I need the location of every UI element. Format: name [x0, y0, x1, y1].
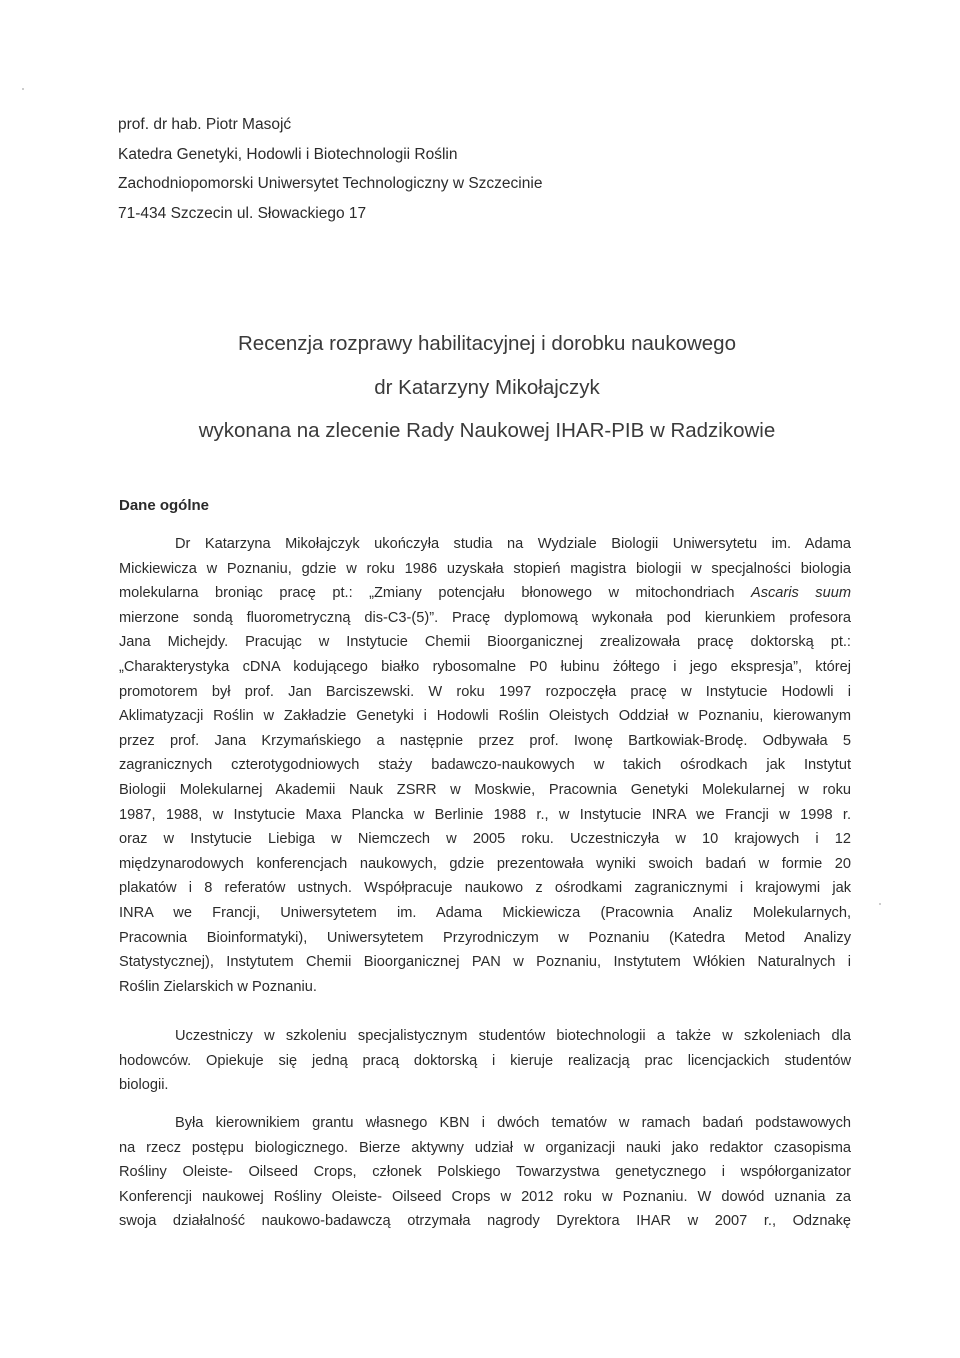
text-line: swoja działalność naukowo-badawczą otrzymała nagrody Dyrektora IHAR w 2007 r., Odznakę [119, 1213, 851, 1230]
university-name: Zachodniopomorski Uniwersytet Technologiczny w Szczecinie [118, 175, 543, 192]
text-line: Jana Michejdy. Pracując w Instytucie Chemii Bioorganicznej zrealizowała pracę doktorską pt.: [119, 634, 851, 651]
paragraph-grants [119, 1111, 851, 1234]
text-line: 1987, 1988, w Instytucie Maxa Plancka w Berlinie 1988 r., w Instytucie INRA we Francji w 1998 r. [119, 806, 851, 823]
text-line: na rzecz postępu biologicznego. Bierze aktywny udział w organizacji nauki jako redaktor czasopisma [119, 1139, 851, 1156]
paragraph-general-info [119, 532, 851, 999]
text-line: międzynarodowych konferencjach naukowych, gdzie prezentowała wyniki swoich badań w formie 20 [119, 855, 851, 872]
text-line: Roślin Zielarskich w Poznaniu. [119, 978, 317, 995]
text-line: przez prof. Jana Krzymańskiego a następnie przez prof. Iwonę Bartkowiak-Brodę. Odbywała 5 [119, 732, 851, 749]
text-line: Uczestniczy w szkoleniu specjalistycznym studentów biotechnologii a także w szkoleniach dla [175, 1028, 851, 1044]
section-heading: Dane ogólne [119, 497, 210, 514]
text-line: Statystycznej), Instytutem Chemii Bioorganicznej PAN w Poznaniu, Instytutem Włókien Naturalnych i [119, 954, 851, 971]
text-line: Konferencji naukowej Rośliny Oleiste- Oilseed Crops w 2012 roku w Poznaniu. W dowód uznania za [119, 1188, 851, 1205]
text-line: Dr Katarzyna Mikołajczyk ukończyła studia na Wydziale Biologii Uniwersytetu im. Adama [175, 536, 851, 552]
text-line-part: molekularna broniąc pracę pt.: „Zmiany potencjału błonowego w mitochondriach [119, 585, 751, 602]
scan-dust-mark [22, 88, 24, 90]
title-line-1: Recenzja rozprawy habilitacyjnej i dorobku naukowego [238, 332, 736, 355]
title-line-3: wykonana na zlecenie Rady Naukowej IHAR-PIB w Radzikowie [198, 419, 776, 442]
scan-dust-mark [879, 903, 881, 905]
document-title [0, 322, 960, 453]
text-line: Pracownia Bioinformatyki), Uniwersytetem Przyrodniczym w Poznaniu (Katedra Metod Analizy [119, 929, 851, 946]
text-line: biologii. [119, 1077, 169, 1094]
text-line: oraz w Instytucie Liebiga w Niemczech w 2005 roku. Uczestniczyła w 10 krajowych i 12 [119, 831, 851, 848]
text-line: zagranicznych czterotygodniowych staży badawczo-naukowych w takich ośrodkach jak Instytut [119, 757, 851, 774]
text-line: Mickiewicza w Poznaniu, gdzie w roku 1986 uzyskała stopień magistra biologii w specjalności biologia [119, 560, 851, 577]
text-line: Była kierownikiem grantu własnego KBN i dwóch tematów w ramach badań podstawowych [175, 1115, 851, 1131]
paragraph-teaching [119, 1024, 851, 1098]
text-line: Rośliny Oleiste- Oilseed Crops, członek Polskiego Towarzystwa genetycznego i współorganizator [119, 1164, 851, 1181]
author-name: prof. dr hab. Piotr Masojć [118, 116, 292, 133]
text-line [119, 581, 851, 606]
species-name: Ascaris suum [750, 585, 851, 602]
text-line: „Charakterystyka cDNA kodującego białko rybosomalne P0 łubinu żółtego i jego ekspresja”, której [119, 658, 851, 675]
text-line: promotorem był prof. Jan Barciszewski. W roku 1997 rozpoczęła pracę w Instytucie Hodowli i [119, 683, 851, 700]
department-name: Katedra Genetyki, Hodowli i Biotechnologii Roślin [118, 145, 458, 163]
text-line: plakatów i 8 referatów ustnych. Współpracuje naukowo z ośrodkami zagranicznymi i krajowymi jak [119, 880, 851, 897]
text-line: INRA we Francji, Uniwersytetem im. Adama Mickiewicza (Pracownia Analiz Molekularnych, [119, 904, 851, 921]
postal-address: 71-434 Szczecin ul. Słowackiego 17 [118, 204, 367, 222]
text-line: hodowców. Opiekuje się jedną pracą doktorską i kieruje realizacją prac licencjackich studentów [119, 1052, 851, 1069]
text-line: Biologii Molekularnej Akademii Nauk ZSRR w Moskwie, Pracownia Genetyki Molekularnej w roku [119, 781, 851, 798]
title-line-2: dr Katarzyny Mikołajczyk [374, 375, 600, 399]
text-line: mierzone sondą fluorometryczną dis-C3-(5)”. Pracę dyplomową wykonała pod kierunkiem profesora [119, 609, 851, 626]
sender-address-block [118, 110, 542, 228]
text-line: Aklimatyzacji Roślin w Zakładzie Genetyki i Hodowli Roślin Oleistych Oddział w Poznaniu, kierowanym [119, 708, 851, 725]
